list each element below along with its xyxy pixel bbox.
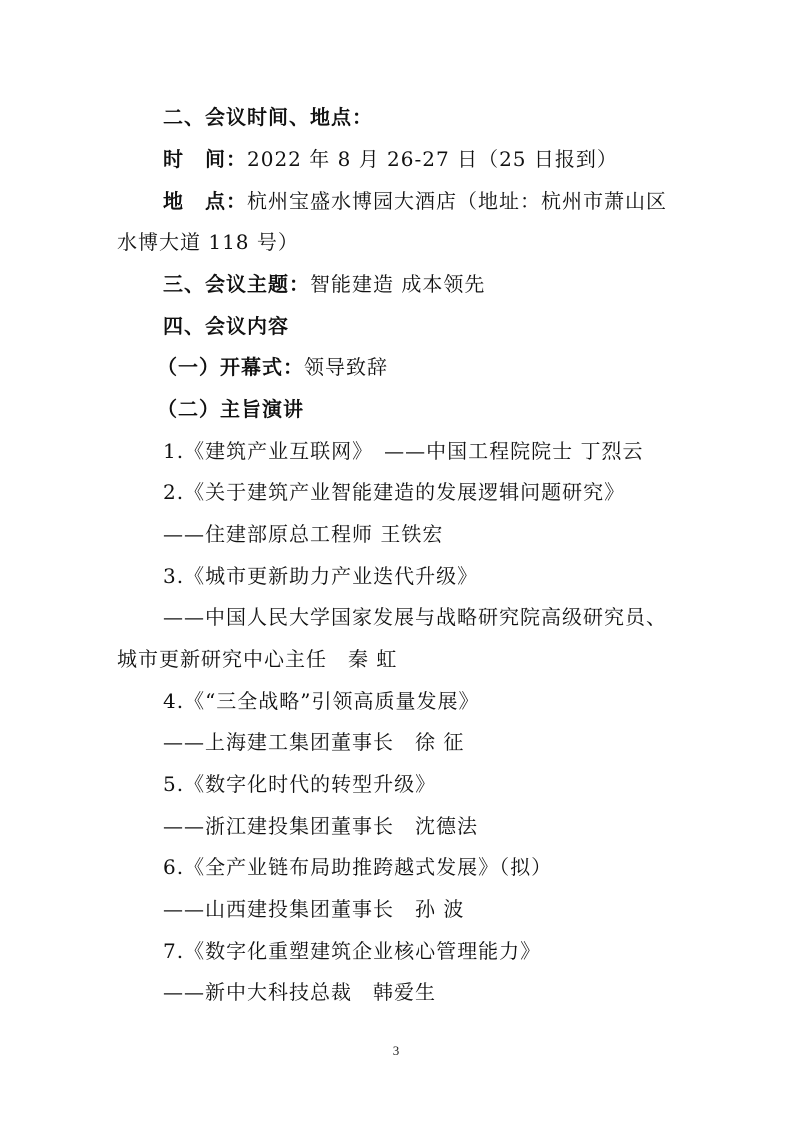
talk-title-7: 7.《数字化重塑建筑企业核心管理能力》 <box>163 939 542 963</box>
opening-line <box>157 354 388 380</box>
talk-speaker-4: ——上海建工集团董事长 徐 征 <box>163 730 465 754</box>
talk-speaker-3: ——中国人民大学国家发展与战略研究院高级研究员、 <box>163 605 667 629</box>
keynote-heading: （二）主旨演讲 <box>157 397 304 421</box>
talk-title-1: 1.《建筑产业互联网》 ——中国工程院院士 丁烈云 <box>163 439 644 463</box>
place-label: 地 点： <box>163 189 247 213</box>
time-value: 2022 年 8 月 26-27 日（25 日报到） <box>247 147 618 171</box>
talk-speaker-3-continued: 城市更新研究中心主任 秦 虹 <box>117 647 398 671</box>
place-value: 杭州宝盛水博园大酒店（地址：杭州市萧山区 <box>247 189 667 213</box>
section2-heading: 二、会议时间、地点： <box>163 105 373 129</box>
time-label: 时 间： <box>163 147 247 171</box>
talk-title-5: 5.《数字化时代的转型升级》 <box>163 772 437 796</box>
page-number: 3 <box>392 1043 400 1058</box>
place-line <box>163 188 667 214</box>
theme-value: 智能建造 成本领先 <box>310 272 486 296</box>
section4-heading: 四、会议内容 <box>163 314 289 338</box>
talk-title-4: 4.《“三全战略”引领高质量发展》 <box>163 689 480 713</box>
time-line <box>163 146 618 172</box>
place-value-continued: 水博大道 118 号） <box>117 230 299 254</box>
talk-speaker-7: ——新中大科技总裁 韩爱生 <box>163 980 436 1004</box>
talk-title-3: 3.《城市更新助力产业迭代升级》 <box>163 564 479 588</box>
talk-speaker-5: ——浙江建投集团董事长 沈德法 <box>163 814 478 838</box>
talk-title-6: 6.《全产业链布局助推跨越式发展》（拟） <box>163 855 553 879</box>
opening-value: 领导致辞 <box>304 355 388 379</box>
talk-speaker-6: ——山西建投集团董事长 孙 波 <box>163 897 465 921</box>
talk-title-2: 2.《关于建筑产业智能建造的发展逻辑问题研究》 <box>163 480 626 504</box>
opening-label: （一）开幕式： <box>157 355 304 379</box>
section3-heading: 三、会议主题： <box>163 272 310 296</box>
talk-speaker-2: ——住建部原总工程师 王铁宏 <box>163 522 444 546</box>
theme-line <box>163 271 485 297</box>
